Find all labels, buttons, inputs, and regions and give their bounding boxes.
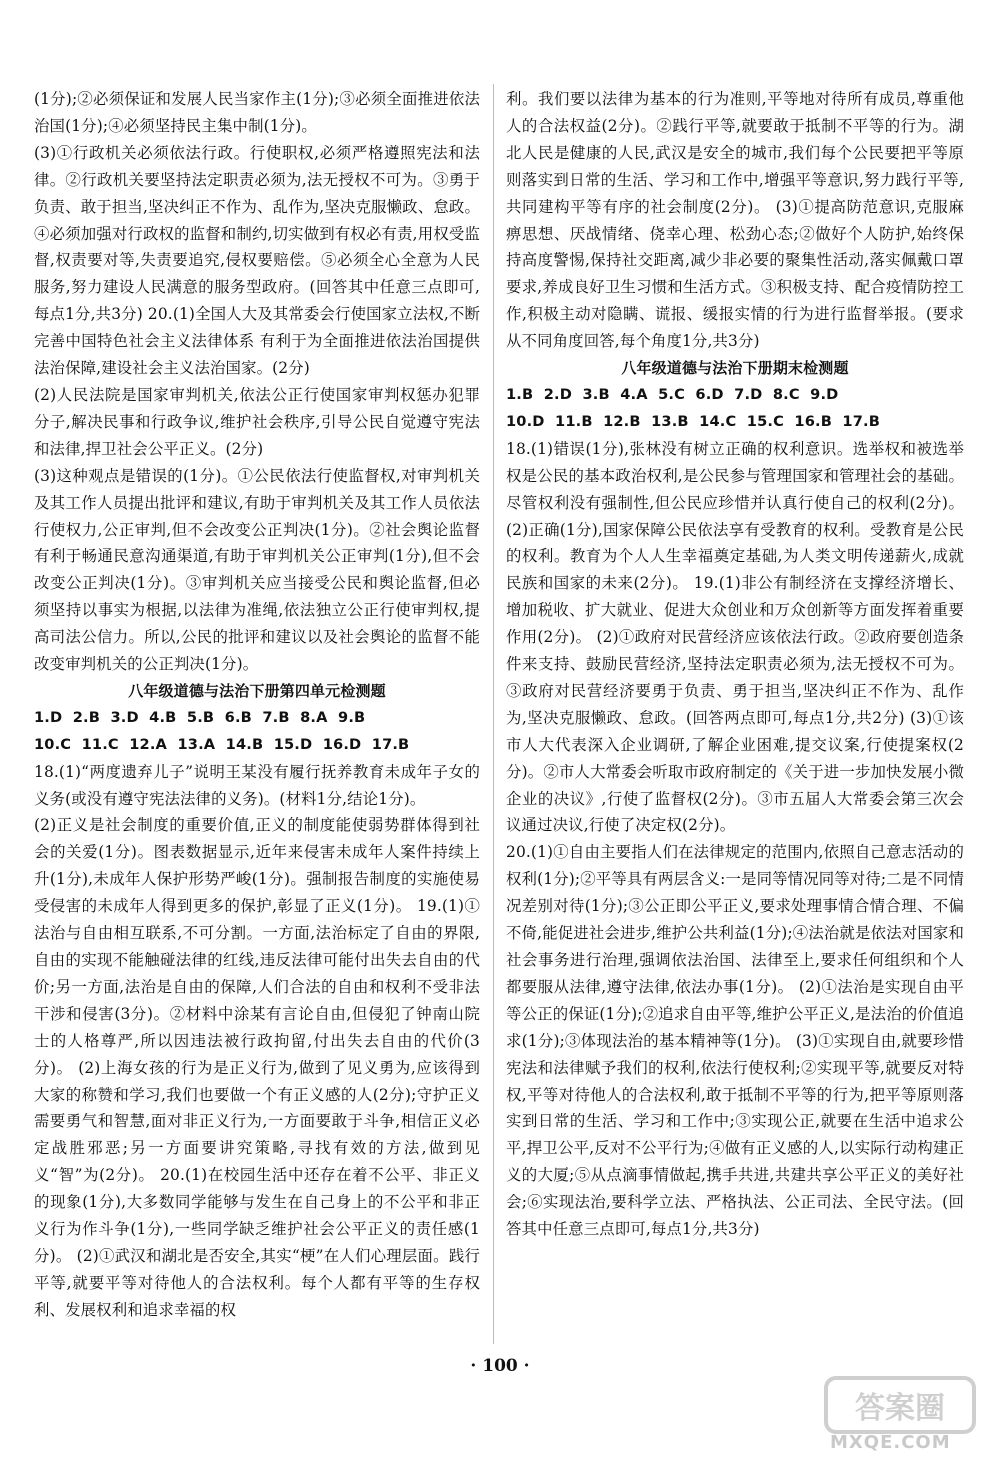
- watermark-site: MXQE.COM: [830, 1432, 951, 1453]
- answer-paragraph: (3)这种观点是错误的(1分)。①公民依法行使监督权,对审判机关及其工作人员提出批评和建议,有助于审判机关及其工作人员依法行使权力,公正审判,但不会改变公正判决(1分)。②社会舆论监督有利于畅通民意沟通渠道,有助于审判机关公正审判(1分),但不会改变公正判决(1分)。③审判机关应当接受公民和舆论监督,但必须坚持以事实为根据,以法律为准绳,依法独立公正行使审判权,提高司法公信力。所以,公民的批评和建议以及社会舆论的监督不能改变审判机关的公正判决(1分)。: [34, 466, 480, 674]
- answer-paragraph: 利。我们要以法律为基本的行为准则,平等地对待所有成员,尊重他人的合法权益(2分)。②践行平等,就要敢于抵制不平等的行为。湖北人民是健康的人民,武汉是安全的城市,我们每个公民要把平等原则落实到日常的生活、学习和工作中,增强平等意识,努力践行平等,共同建构平等有序的社会制度(2分)。 (3)①提高防范意识,克服麻痹思想、厌战情绪、侥幸心理、松劲心态;②做好个人防护,始终保持高度警惕,保持社交距离,减少非必要的聚集性活动,落实佩戴口罩要求,养成良好卫生习惯和生活方式。③积极支持、配合疫情防控工作,积极主动对隐瞒、谎报、缓报实情的行为进行监督举报。(要求从不同角度回答,每个角度1分,共3分): [506, 90, 964, 351]
- answer-paragraph: (2)正义是社会制度的重要价值,正义的制度能使弱势群体得到社会的关爱(1分)。图表数据显示,近年来侵害未成年人案件持续上升(1分),未成年人保护形势严峻(1分)。强制报告制度的实施使易受侵害的未成年人得到更多的保护,彰显了正义(1分)。 19.(1)①法治与自由相互联系,不可分割。一方面,法治标定了自由的界限,自由的实现不能触碰法律的红线,违反法律可能付出失去自由的代价;另一方面,法治是自由的保障,人们合法的自由和权利不受非法干涉和侵害(3分)。②材料中涂某有言论自由,但侵犯了钟南山院士的人格尊严,所以因违法被行政拘留,付出失去自由的代价(3分)。 (2)上海女孩的行为是正义行为,做到了见义勇为,应该得到大家的称赞和学习,我们也要做一个有正义感的人(2分);守护正义需要勇气和智慧,面对非正义行为,一方面要敢于斗争,相信正义必定战胜邪恶;另一方面要讲究策略,寻找有效的方法,做到见义“智”为(2分)。 20.(1)在校园生活中还存在着不公平、非正义的现象(1分),大多数同学能够与发生在自己身上的不公平和非正义行为作斗争(1分),一些同学缺乏维护社会公平正义的责任感(1分)。 (2)①武汉和湖北是否安全,其实“梗”在人们心理层面。践行平等,就要平等对待他人的合法权利。每个人都有平等的生存权利、发展权利和追求幸福的权: [34, 816, 480, 1319]
- right-column: [506, 86, 964, 1243]
- answer-paragraph: 18.(1)“两度遗弃儿子”说明王某没有履行抚养教育未成年子女的义务(或没有遵守宪法法律的义务)。(材料1分,结论1分)。: [34, 762, 480, 808]
- answer-choices-row: 1.D 2.B 3.D 4.B 5.B 6.B 7.B 8.A 9.B: [34, 708, 366, 726]
- answer-paragraph: (2)人民法院是国家审判机关,依法公正行使国家审判权惩办犯罪分子,解决民事和行政争议,维护社会秩序,引导公民自觉遵守宪法和法律,捍卫社会公平正义。(2分): [34, 385, 480, 458]
- section-heading: 八年级道德与法治下册第四单元检测题: [128, 681, 386, 700]
- answer-paragraph: (1分);②必须保证和发展人民当家作主(1分);③必须全面推进依法治国(1分);④必须坚持民主集中制(1分)。: [34, 90, 480, 135]
- answer-choices-row: 10.D 11.B 12.B 13.B 14.C 15.C 16.B 17.B: [506, 412, 881, 430]
- left-column: [34, 86, 480, 1324]
- page-number: · 100 ·: [470, 1356, 530, 1376]
- answer-paragraph: 18.(1)错误(1分),张林没有树立正确的权利意识。选举权和被选举权是公民的基本政治权利,是公民参与管理国家和管理社会的基础。尽管权利没有强制性,但公民应珍惜并认真行使自己的权利(2分)。 (2)正确(1分),国家保障公民依法享有受教育的权利。受教育是公民的权利。教育为个人人生幸福奠定基础,为人类文明传递薪火,成就民族和国家的未来(2分)。 19.(1)非公有制经济在支撑经济增长、增加税收、扩大就业、促进大众创业和万众创新等方面发挥着重要作用(2分)。 (2)①政府对民营经济应该依法行政。②政府要创造条件来支持、鼓励民营经济,坚持法定职责必须为,法无授权不可为。③政府对民营经济要勇于负责、勇于担当,坚决纠正不作为、乱作为,坚决克服懒政、怠政。(回答两点即可,每点1分,共2分) (3)①该市人大代表深入企业调研,了解企业困难,提交议案,行使提案权(2分)。②市人大常委会听取市政府制定的《关于进一步加快发展小微企业的决议》,行使了监督权(2分)。③市五届人大常委会第三次会议通过决议,行使了决定权(2分)。: [506, 439, 964, 835]
- answer-paragraph: (3)①行政机关必须依法行政。行使职权,必须严格遵照宪法和法律。②行政机关要坚持法定职责必须为,法无授权不可为。③勇于负责、敢于担当,坚决纠正不作为、乱作为,坚决克服懒政、怠政。④必须加强对行政权的监督和制约,切实做到有权必有责,用权受监督,权责要对等,失责要追究,侵权要赔偿。⑤必须全心全意为人民服务,努力建设人民满意的服务型政府。(回答其中任意三点即可,每点1分,共3分) 20.(1)全国人大及其常委会行使国家立法权,不断完善中国特色社会主义法律体系 有利于为全面推进依法治国提供法治保障,建设社会主义法治国家。(2分): [34, 143, 480, 378]
- section-heading: 八年级道德与法治下册期末检测题: [621, 359, 849, 378]
- watermark-logo-text: 答案圈: [855, 1391, 945, 1426]
- answer-paragraph: 20.(1)①自由主要指人们在法律规定的范围内,依照自己意志活动的权利(1分);②平等具有两层含义:一是同等情况同等对待;二是不同情况差别对待(1分);③公正即公平正义,要求处理事情合情合理、不偏不倚,能促进社会进步,维护公共利益(1分);④法治就是依法对国家和社会事务进行治理,强调依法治国、法律至上,要求任何组织和个人都要服从法律,遵守法律,依法办事(1分)。 (2)①法治是实现自由平等公正的保证(1分);②追求自由平等,维护公平正义,是法治的价值追求(1分);③体现法治的基本精神等(1分)。 (3)①实现自由,就要珍惜宪法和法律赋予我们的权利,依法行使权利;②实现平等,就要反对特权,平等对待他人的合法权利,敢于抵制不平等的行为,把平等原则落实到日常的生活、学习和工作中;③实现公正,就要在生活中追求公平,捍卫公平,反对不公平行为;④做有正义感的人,以实际行动构建正义的大厦;⑤从点滴事情做起,携手共进,共建共享公平正义的美好社会;⑥实现法治,要科学立法、严格执法、公正司法、全民守法。(回答其中任意三点即可,每点1分,共3分): [506, 843, 964, 1239]
- answer-choices-row: 10.C 11.C 12.A 13.A 14.B 15.D 16.D 17.B: [34, 735, 410, 753]
- answer-choices-row: 1.B 2.D 3.B 4.A 5.C 6.D 7.D 8.C 9.D: [506, 385, 839, 403]
- column-divider: [493, 84, 494, 1344]
